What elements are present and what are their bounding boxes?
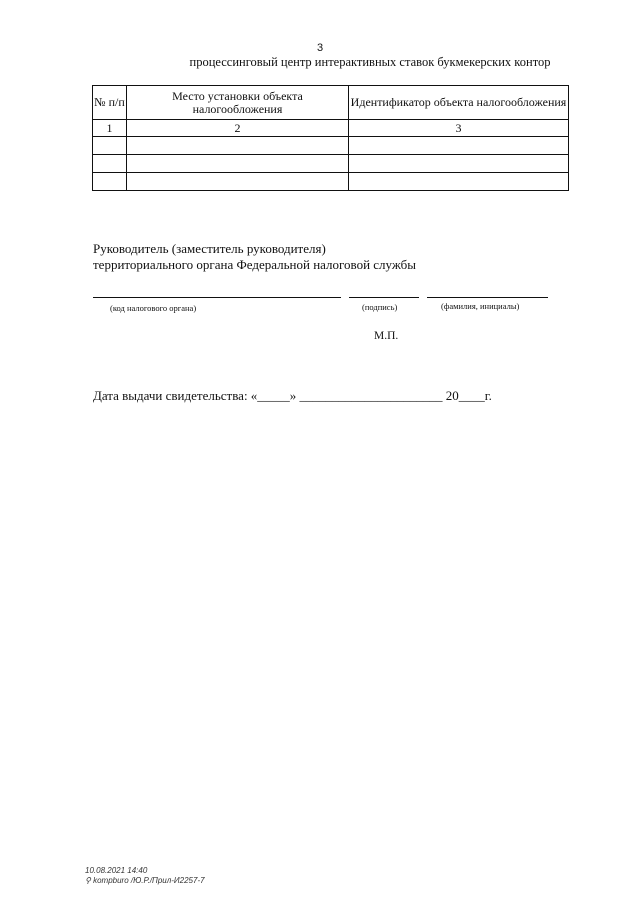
table-cell (349, 155, 569, 173)
caption-code: (код налогового органа) (110, 303, 197, 313)
code-signature-line (93, 297, 341, 298)
page-number: 3 (316, 42, 324, 54)
issue-date-line: Дата выдачи свидетельства: «_____» ______________________ 20____г. (93, 388, 492, 403)
column-number-1: 1 (93, 120, 127, 137)
table-cell (349, 137, 569, 155)
section-heading: процессинговый центр интерактивных ставок букмекерских контор (189, 55, 551, 69)
table-cell (93, 173, 127, 191)
tax-objects-table (92, 85, 569, 191)
table-cell (127, 137, 349, 155)
header-identifier: Идентификатор объекта налогообложения (349, 86, 569, 120)
signatory-title (93, 241, 416, 273)
table-cell (127, 173, 349, 191)
column-number-2: 2 (127, 120, 349, 137)
table-row (93, 120, 569, 137)
pin-icon: ⚲ (85, 876, 91, 885)
stamp-place: М.П. (374, 330, 399, 342)
table-header-row (93, 86, 569, 120)
caption-name: (фамилия, инициалы) (441, 301, 520, 311)
footer-path-row (85, 876, 205, 885)
sign-signature-line (349, 297, 419, 298)
table-row (93, 173, 569, 191)
signatory-title-line1: Руководитель (заместитель руководителя) (93, 241, 326, 256)
caption-sign: (подпись) (362, 302, 398, 312)
table-cell (93, 137, 127, 155)
header-number: № п/п (93, 86, 127, 120)
table-row (93, 137, 569, 155)
column-number-3: 3 (349, 120, 569, 137)
table-cell (93, 155, 127, 173)
table-row (93, 155, 569, 173)
table-cell (127, 155, 349, 173)
name-signature-line (427, 297, 548, 298)
header-location: Место установки объекта налогообложения (127, 86, 349, 120)
footer-timestamp: 10.08.2021 14:40 (85, 866, 148, 875)
signatory-title-line2: территориального органа Федеральной налоговой службы (93, 257, 417, 272)
table-cell (349, 173, 569, 191)
footer-path: kompburo /Ю.Р./Прил-И2257-7 (93, 876, 205, 885)
